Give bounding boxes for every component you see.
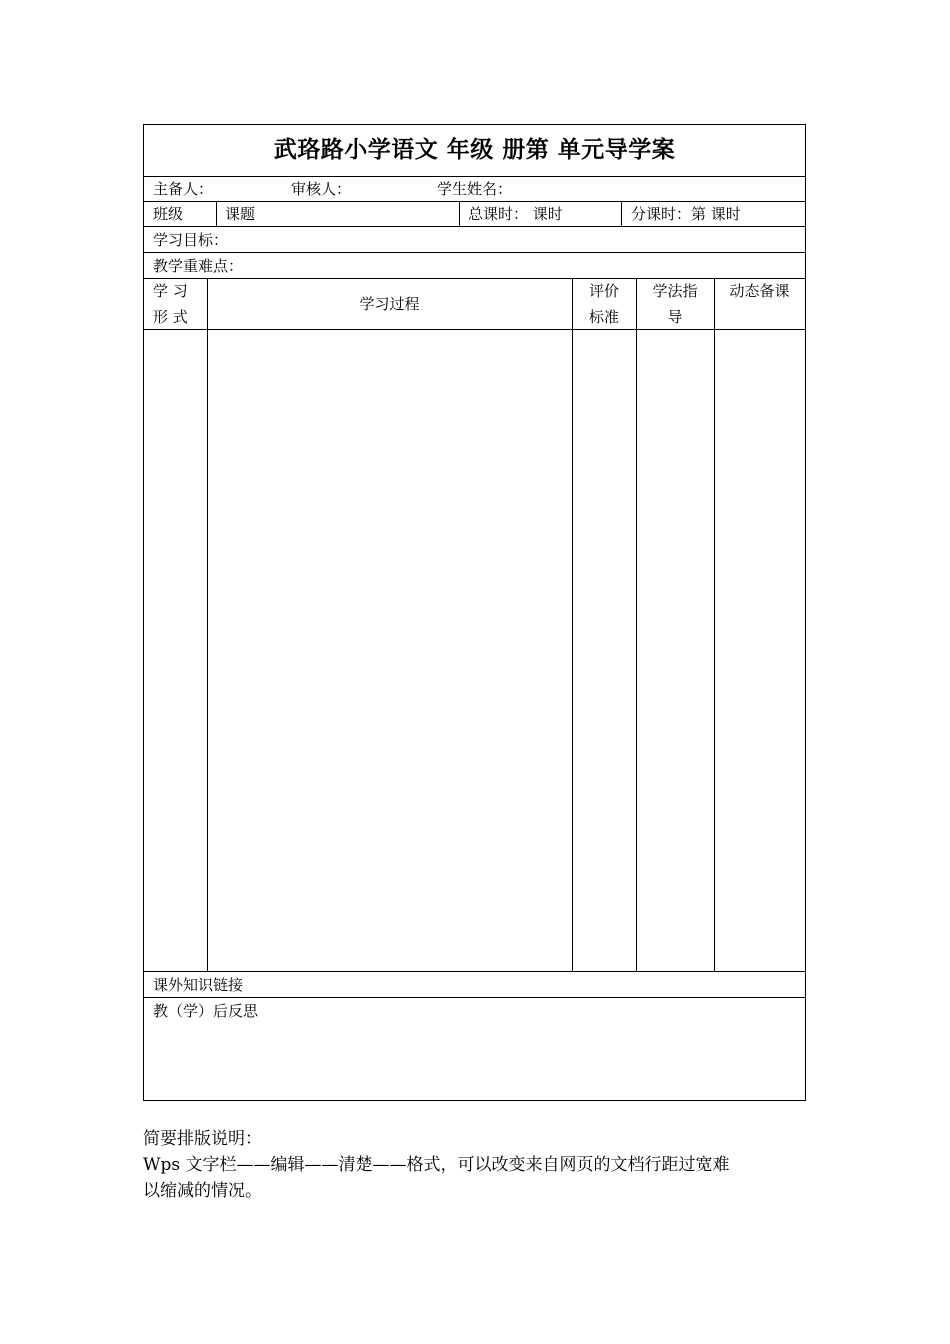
row-divider (144, 252, 805, 253)
lesson-plan-table (143, 124, 806, 1101)
header-form-line1: 学 习 (153, 282, 188, 300)
row-divider (144, 201, 805, 202)
notes-heading: 简要排版说明： (143, 1129, 262, 1149)
header-eval-line2: 标准 (588, 308, 619, 326)
header-eval-line1: 评价 (588, 282, 619, 300)
extra-link-label: 课外知识链接 (153, 976, 244, 994)
row-divider (144, 226, 805, 227)
topic-label: 课题 (225, 205, 256, 223)
header-form-line2: 形 式 (153, 308, 188, 326)
row-divider (144, 278, 805, 279)
notes-line2: 以缩减的情况。 (143, 1181, 262, 1201)
cell-divider (216, 201, 217, 226)
page-title: 武珞路小学语文 年级 册第 单元导学案 (273, 137, 676, 163)
learning-goals-label: 学习目标： (153, 231, 229, 249)
header-method-line2: 导 (667, 308, 683, 326)
header-process: 学习过程 (359, 295, 420, 313)
row-divider (144, 176, 805, 177)
reflection-label: 教（学）后反思 (153, 1002, 259, 1020)
header-method-line1: 学法指 (652, 282, 698, 300)
total-hours-label: 总课时： 课时 (468, 205, 563, 223)
sub-hours-label: 分课时：第 课时 (631, 205, 741, 223)
preparer-label: 主备人： (153, 180, 214, 198)
student-name-label: 学生姓名： (437, 180, 513, 198)
cell-divider (621, 201, 622, 226)
row-divider (144, 971, 805, 972)
row-divider (144, 997, 805, 998)
column-divider (207, 278, 208, 971)
column-divider (572, 278, 573, 971)
key-points-label: 教学重难点： (153, 257, 244, 275)
header-dynamic: 动态备课 (729, 282, 790, 300)
notes-line1: Wps 文字栏——编辑——清楚——格式，可以改变来自网页的文档行距过宽难 (143, 1155, 730, 1175)
column-divider (714, 278, 715, 971)
cell-divider (459, 201, 460, 226)
reviewer-label: 审核人： (291, 180, 352, 198)
class-label: 班级 (153, 205, 184, 223)
column-divider (636, 278, 637, 971)
row-divider (144, 329, 805, 330)
